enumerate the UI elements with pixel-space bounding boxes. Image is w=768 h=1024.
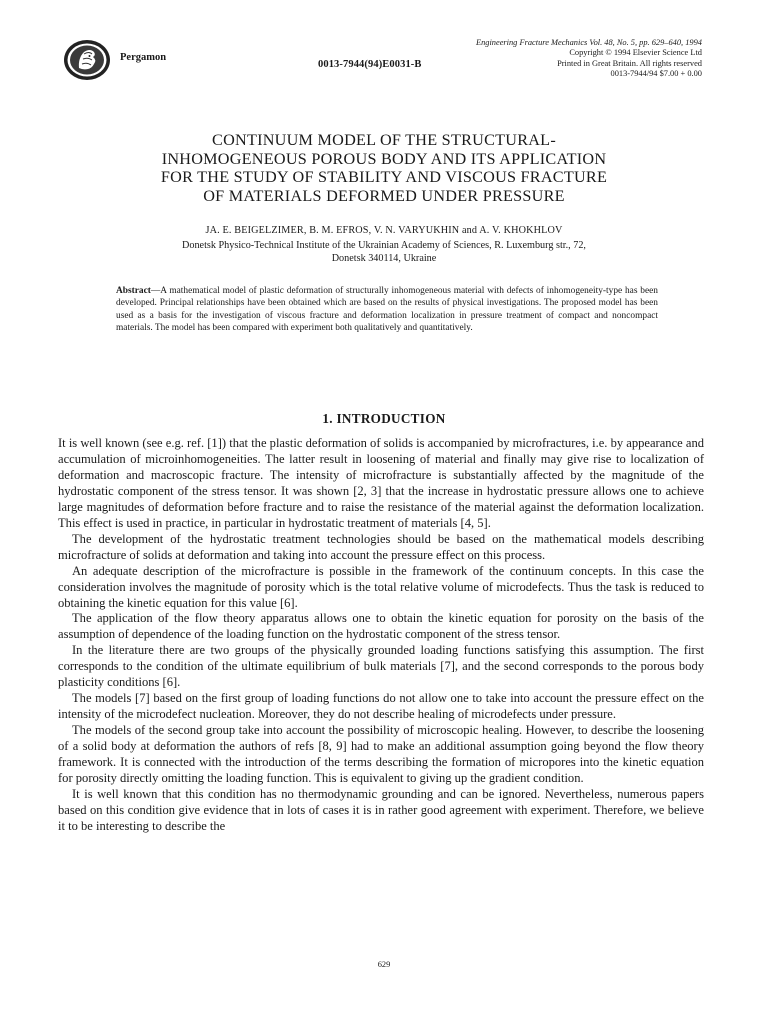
abstract-label: Abstract [116,286,151,296]
paragraph: The development of the hydrostatic treatment technologies should be based on the mathematical models describing microfracture of solids at deformation and taking into account the pressure effect on this process. [58,531,704,562]
pergamon-logo-icon [62,38,112,82]
title-line: CONTINUUM MODEL OF THE STRUCTURAL- [212,131,556,149]
journal-info [476,38,702,80]
body-text [58,436,704,835]
journal-citation: Engineering Fracture Mechanics Vol. 48, No. 5, pp. 629–640, 1994 [475,38,702,47]
printed-line: Printed in Great Britain. All rights reserved [557,58,702,68]
title-line: FOR THE STUDY OF STABILITY AND VISCOUS FRACTURE [160,168,608,187]
abstract-text: —A mathematical model of plastic deformation of structurally inhomogeneous material with defects of inhomogeneity-type has been developed. Principal relationships have been obtained which are based on the results of physical investigations. The proposed model has been used as a basis for the investigation of viscous fracture and deformation localization in pressure treatment of compact and noncompact materials. The model has been compared with experiment both qualitatively and quantitatively. [116,286,658,333]
price-line: 0013-7944/94 $7.00 + 0.00 [610,69,702,79]
paragraph: The models [7] based on the first group of loading functions do not allow one to take into account the pressure effect on the intensity of the microdefect nucleation. Moreover, they do not describe healing of microdefects under pressure. [58,691,704,722]
paragraph: The application of the flow theory apparatus allows one to obtain the kinetic equation for porosity on the basis of the assumption of dependence of the loading function on the hydrostatic component of the stress tensor. [58,611,704,642]
abstract [116,285,658,334]
article-code: 0013-7944(94)E0031-B [318,59,422,70]
section-heading: 1. INTRODUCTION [322,411,446,426]
paragraph: It is well known (see e.g. ref. [1]) that the plastic deformation of solids is accompanied by microfractures, i.e. by appearance and accumulation of microinhomogeneities. The latter result in loosening of material and finally may give rise to localization of deformation and macroscopic fracture. The intensity of microfracture is substantially affected by the magnitude of the hydrostatic component of the stress tensor. It was shown [2, 3] that the increase in hydrostatic pressure allows one to achieve large magnitudes of deformation before fracture and to raise the resistance of the material against the deformation localization. This effect is used in practice, in particular in hydrostatic treatment of materials [4, 5]. [58,436,704,530]
paragraph: In the literature there are two groups of the physically grounded loading functions satisfying this assumption. The first corresponds to the condition of the ultimate equilibrium of bulk materials [7], and the second corresponds to the porous body plasticity conditions [6]. [58,643,704,690]
copyright-line: Copyright © 1994 Elsevier Science Ltd [569,48,702,58]
affiliation-line: Donetsk Physico-Technical Institute of the Ukrainian Academy of Sciences, R. Luxemburg str., 72, [182,240,586,251]
paragraph: An adequate description of the microfracture is possible in the framework of the continuum concepts. In this case the consideration involves the magnitude of porosity which is the total relative volume of microdefects. Thus the task is reduced to obtaining the kinetic equation for this value [6]. [58,563,704,610]
affiliation-line: Donetsk 340114, Ukraine [331,252,437,264]
article-title [80,131,688,205]
title-line: OF MATERIALS DEFORMED UNDER PRESSURE [203,186,565,205]
publisher-name: Pergamon [120,52,167,63]
title-line: INHOMOGENEOUS POROUS BODY AND ITS APPLICATION [161,149,607,168]
paragraph: It is well known that this condition has no thermodynamic grounding and can be ignored. Nevertheless, numerous papers based on this condition give evidence that in lots of cases it is in rather good agreement with experiment. Therefore, we believe it to be interesting to describe the [58,786,704,833]
author-list: JA. E. BEIGELZIMER, B. M. EFROS, V. N. VARYUKHIN and A. V. KHOKHLOV [205,225,563,236]
page-number: 629 [377,960,391,969]
paragraph: The models of the second group take into account the possibility of microscopic healing. However, to describe the loosening of a solid body at deformation the authors of refs [8, 9] had to make an additional assumption going beyond the flow theory framework. It is connected with the introduction of the terms describing the formation of micropores into the kinetic equation for porosity directly omitting the loading function. This is equivalent to giving up the gradient condition. [58,723,704,786]
affiliation [100,240,668,266]
